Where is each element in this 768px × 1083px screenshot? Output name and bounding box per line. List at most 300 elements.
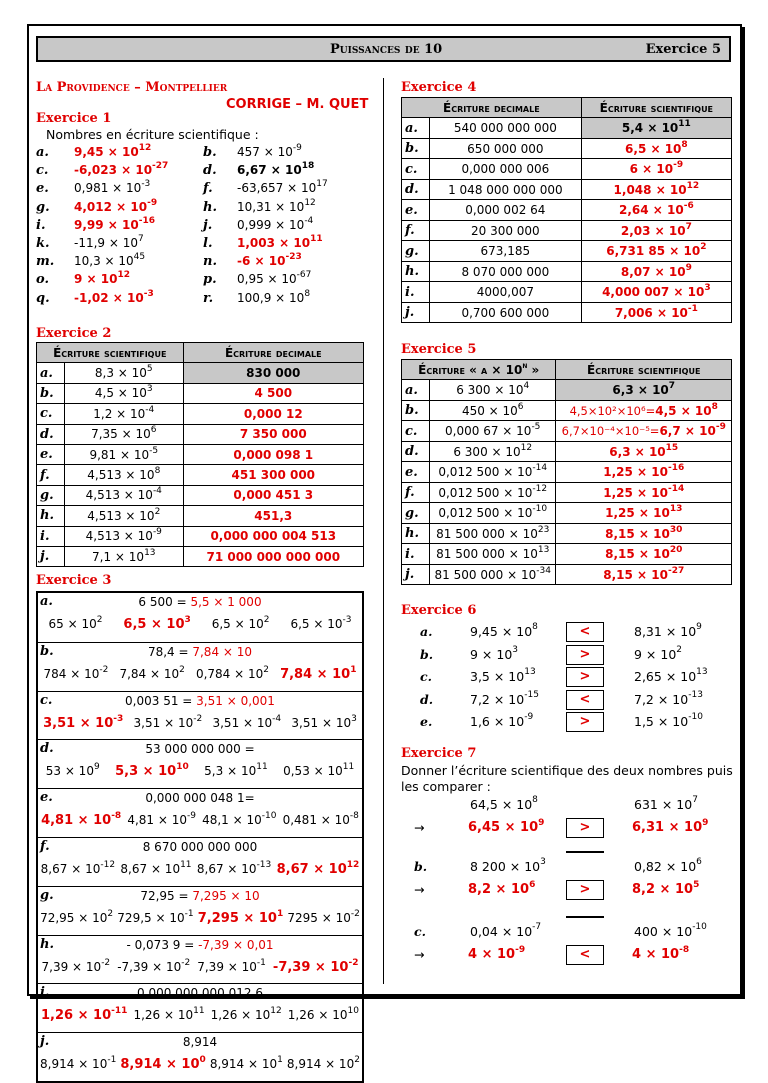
ex3-option-exponent: 1 <box>350 664 357 675</box>
ex4-mantissa: 7,006 <box>614 305 653 320</box>
ex3-option-times: × 10 <box>161 1057 200 1073</box>
ex3-option-mantissa: 8,914 <box>286 1057 322 1072</box>
ex1-item-mantissa: 0,981 <box>74 181 109 196</box>
ex3-block-label: a. <box>40 594 53 609</box>
ex3-block <box>38 886 362 935</box>
ex4-exponent: -6 <box>683 201 694 212</box>
ex7-right-result <box>632 882 699 897</box>
ex6-left-exponent: 3 <box>512 644 519 655</box>
ex5-given-exponent: -12 <box>532 483 548 494</box>
ex5-result-times: × 10 <box>676 403 712 418</box>
ex5-given-exponent: -5 <box>531 422 541 433</box>
ex2-decimal: 0,000 000 004 513 <box>183 526 363 546</box>
ex5-given-times: × 10 <box>499 485 533 500</box>
ex3-option <box>41 1008 127 1023</box>
ex5-given-exponent: -10 <box>532 504 548 515</box>
ex7-left-result-times: × 10 <box>500 820 539 835</box>
ex5-given-mantissa: 81 500 000 <box>436 547 505 562</box>
ex2-row-label: j. <box>37 546 65 566</box>
ex5-result-exponent: -16 <box>667 463 685 474</box>
ex3-option-mantissa: 1,26 <box>41 1008 74 1024</box>
ex1-item-label: d. <box>203 163 217 179</box>
ex5-scientific <box>556 564 732 585</box>
ex4-mantissa: 1,048 <box>613 182 652 197</box>
ex3-option-mantissa: 8,914 <box>209 1057 245 1072</box>
ex4-mantissa: 5,4 <box>621 121 644 136</box>
ex5-result-exponent: 8 <box>711 401 718 412</box>
ex2-row-label: i. <box>37 526 65 546</box>
ex4-decimal: 1 048 000 000 000 <box>430 179 582 200</box>
ex3-option <box>46 764 100 779</box>
ex3-option <box>120 1057 205 1072</box>
ex1-item-exponent: 45 <box>133 252 146 263</box>
ex3-option-times: × 10 <box>63 617 97 631</box>
header-exercise: Exercice 5 <box>645 42 721 57</box>
ex1-item-label: k. <box>36 236 50 251</box>
ex3-options <box>38 617 362 632</box>
ex5-scientific <box>556 523 732 544</box>
ex6-left-times: × 10 <box>477 646 513 662</box>
ex5-given <box>430 380 556 401</box>
ex3-question-rewrite: 5,5 × 1 000 <box>190 595 262 609</box>
ex7-right-result <box>632 947 689 962</box>
ex1-item-times: × 10 <box>105 236 139 250</box>
ex4-header-1: Écriture decimale <box>402 98 582 118</box>
ex7-right-result-times: × 10 <box>641 947 680 962</box>
ex3-option-exponent: 12 <box>270 1006 282 1017</box>
ex7-left-mantissa: 8 200 <box>470 859 506 874</box>
ex3-option-exponent: 11 <box>193 1006 205 1017</box>
ex3-option-exponent: 10 <box>176 762 189 773</box>
ex1-item-mantissa: -1,02 <box>74 290 109 305</box>
ex4-scientific <box>581 302 731 323</box>
ex1-item-times: × 10 <box>116 163 153 178</box>
ex1-item-times: × 10 <box>283 181 317 196</box>
ex5-row-label: h. <box>402 523 430 544</box>
ex1-item-times: × 10 <box>271 217 305 232</box>
ex4-decimal: 0,000 000 006 <box>430 159 582 180</box>
ex4-mantissa: 8,07 <box>620 264 651 279</box>
ex7-left-number <box>470 859 546 874</box>
ex5-result-times: × 10 <box>632 485 668 500</box>
ex3-option <box>197 957 266 975</box>
ex1-item-times: × 10 <box>271 290 305 305</box>
ex4-table <box>401 97 732 323</box>
ex3-option <box>212 617 270 632</box>
ex3-option-exponent: -3 <box>342 615 352 625</box>
ex1-item-value <box>74 288 154 305</box>
ex3-option-mantissa: 1,26 <box>210 1008 238 1023</box>
ex3-option-times: × 10 <box>74 910 108 925</box>
ex3-option-exponent: 10 <box>347 1006 359 1017</box>
ex3-option-mantissa: 6,5 <box>123 617 147 632</box>
ex1-item-value <box>74 254 145 268</box>
ex2-row-label: c. <box>37 404 65 424</box>
ex5-result-exponent: 20 <box>669 545 683 556</box>
ex1-item-exponent: 11 <box>310 234 323 244</box>
ex1-item-times: × 10 <box>263 272 297 287</box>
ex7-left-times: × 10 <box>505 859 541 874</box>
ex3-option <box>290 617 351 632</box>
ex7-left-result-times: × 10 <box>477 947 516 962</box>
ex3-option <box>43 664 109 682</box>
ex1-item-exponent: -3 <box>141 179 151 190</box>
ex1-item-value <box>74 181 150 195</box>
ex4-title: Exercice 4 <box>401 80 477 95</box>
ex2-row <box>37 465 364 485</box>
ex3-option-mantissa: 0,784 <box>195 666 231 681</box>
ex3-question-rewrite: 3,51 × 0,001 <box>196 693 275 708</box>
ex3-option <box>283 764 354 779</box>
ex2-mantissa: 4,5 <box>94 386 114 401</box>
ex6-left-number <box>470 644 519 662</box>
ex5-work: 6,7×10⁻⁴×10⁻⁵= <box>561 424 660 439</box>
ex3-option <box>40 859 116 877</box>
ex1-item-label: f. <box>203 181 213 197</box>
ex4-row <box>402 179 732 200</box>
ex4-exponent: -1 <box>687 303 698 314</box>
ex2-row <box>37 485 364 505</box>
ex3-option-mantissa: 8,914 <box>120 1057 162 1073</box>
ex2-decimal: 451,3 <box>183 506 363 526</box>
ex5-row-label: g. <box>402 503 430 524</box>
ex3-question <box>38 840 362 854</box>
ex2-table <box>36 342 364 567</box>
ex2-decimal: 0,000 098 1 <box>183 444 363 464</box>
ex3-option-exponent: 3 <box>184 615 191 625</box>
ex2-row <box>37 506 364 526</box>
ex7-right-result-exponent: 9 <box>702 818 709 828</box>
ex3-option-exponent: -2 <box>193 713 203 724</box>
ex4-scientific <box>581 159 731 180</box>
ex3-option <box>204 764 268 779</box>
ex5-given-exponent: 13 <box>537 545 550 556</box>
ex2-decimal: 0,000 12 <box>183 404 363 424</box>
ex6-answer-box: > <box>566 667 604 687</box>
ex3-block <box>38 642 362 691</box>
ex3-block <box>38 593 362 642</box>
ex3-option-mantissa: 7,84 <box>280 666 313 682</box>
ex3-option-exponent: 2 <box>96 615 103 625</box>
ex6-answer-box: > <box>566 712 604 732</box>
ex3-question-text: 8 670 000 000 000 <box>142 839 258 854</box>
ex2-mantissa: 4,513 <box>87 468 122 483</box>
ex4-scientific <box>581 261 731 282</box>
ex2-row <box>37 363 364 383</box>
ex3-block-label: g. <box>40 887 54 903</box>
ex7-right-times: × 10 <box>657 797 693 812</box>
ex3-option <box>41 813 121 828</box>
ex7-separator <box>566 851 604 853</box>
ex2-scientific <box>65 424 184 444</box>
ex5-scientific <box>556 441 732 462</box>
ex3-option-mantissa: 3,51 <box>133 715 161 730</box>
ex5-row-label: c. <box>402 421 430 442</box>
ex1-item-label: n. <box>203 254 217 270</box>
ex3-question-text: 72,95 = <box>140 888 193 903</box>
ex3-question <box>38 791 362 805</box>
ex2-scientific <box>65 444 184 464</box>
ex2-title: Exercice 2 <box>36 326 112 341</box>
ex3-option <box>197 908 284 926</box>
ex3-option-mantissa: 1,26 <box>133 1008 161 1023</box>
ex1-item-exponent: 17 <box>316 179 328 190</box>
ex5-given-times: × 10 <box>499 506 533 521</box>
ex4-times: × 10 <box>665 244 701 259</box>
ex3-question <box>38 889 362 903</box>
ex3-option-exponent: 2 <box>263 615 270 625</box>
ex3-block-label: d. <box>40 741 54 757</box>
ex3-option <box>120 859 192 877</box>
ex3-option-exponent: 2 <box>263 664 269 675</box>
ex7-answer-box: < <box>566 945 604 965</box>
ex5-row <box>402 564 732 585</box>
ex5-given-exponent: 12 <box>520 442 533 453</box>
ex3-option-times: × 10 <box>138 764 177 780</box>
ex7-row-label: c. <box>414 924 426 939</box>
ex1-item-mantissa: 9 <box>74 272 83 287</box>
ex6-answer-box: > <box>566 645 604 665</box>
ex2-exponent: 13 <box>144 547 156 558</box>
ex7-right-mantissa: 631 <box>634 797 658 812</box>
ex6-right-mantissa: 7,2 <box>634 691 654 707</box>
ex1-item-times: × 10 <box>259 145 293 159</box>
ex3-block <box>38 691 362 740</box>
ex5-result-mantissa: 6,3 <box>609 444 631 459</box>
ex3-option-exponent: 1 <box>277 1055 283 1066</box>
ex3-block <box>38 1032 362 1081</box>
ex4-row <box>402 302 732 323</box>
ex3-option-times: × 10 <box>230 666 264 681</box>
ex3-option <box>115 764 189 779</box>
ex6-left-mantissa: 7,2 <box>470 691 490 707</box>
ex5-row <box>402 482 732 503</box>
ex3-option <box>280 664 357 682</box>
ex4-row-label: a. <box>402 118 430 139</box>
ex7-left-number <box>470 924 541 939</box>
ex3-option-exponent: 3 <box>351 713 357 724</box>
ex5-header-2: Écriture scientifique <box>556 360 732 380</box>
ex1-item-times: × 10 <box>103 217 139 232</box>
ex6-left-exponent: 13 <box>524 667 536 677</box>
ex1-item-exponent: 12 <box>117 270 130 281</box>
ex3-option-times: × 10 <box>147 861 181 876</box>
ex7-right-result-times: × 10 <box>655 882 694 897</box>
ex2-times: × 10 <box>112 406 146 421</box>
ex5-row <box>402 503 732 524</box>
ex3-option <box>196 859 272 877</box>
ex1-item-label: p. <box>203 272 217 288</box>
ex4-row <box>402 241 732 262</box>
ex2-times: × 10 <box>119 488 153 503</box>
ex3-option-exponent: 11 <box>256 762 268 773</box>
ex3-option <box>212 713 282 731</box>
ex3-option-mantissa: 8,67 <box>196 861 224 876</box>
ex1-item-value <box>237 181 328 195</box>
ex7-row-label: b. <box>414 859 428 874</box>
ex5-given <box>430 462 556 483</box>
ex4-row <box>402 220 732 241</box>
ex5-result-times: × 10 <box>633 383 669 398</box>
ex4-row-label: j. <box>402 302 430 323</box>
ex2-row-label: h. <box>37 506 65 526</box>
ex4-row-label: e. <box>402 200 430 221</box>
ex1-item-label: r. <box>203 290 214 306</box>
ex5-given <box>430 441 556 462</box>
ex7-arrow: → <box>414 947 425 962</box>
ex5-given-mantissa: 0,012 500 <box>438 506 500 521</box>
ex5-h1a: Écriture « a × 10 <box>418 362 523 377</box>
ex3-option-mantissa: 7295 <box>287 910 318 925</box>
ex3-question-rewrite: 7,295 × 10 <box>192 888 260 903</box>
ex5-result-times: × 10 <box>632 465 668 480</box>
ex6-right-number <box>634 669 708 684</box>
ex4-decimal: 4000,007 <box>430 282 582 303</box>
ex2-times: × 10 <box>121 508 155 523</box>
ex3-option-exponent: -2 <box>101 957 111 968</box>
ex3-option-times: × 10 <box>310 959 349 975</box>
ex3-option-times: × 10 <box>244 1057 278 1072</box>
ex1-item-exponent: 7 <box>138 234 144 244</box>
ex1-item-times: × 10 <box>108 290 144 305</box>
ex3-option <box>211 1008 282 1023</box>
ex4-times: × 10 <box>637 162 674 177</box>
ex3-block <box>38 935 362 984</box>
ex4-row-label: f. <box>402 220 430 241</box>
header-title: Puissances de 10 <box>330 42 443 57</box>
ex7-intro-2: les comparer : <box>401 779 491 794</box>
ex3-option-exponent: -8 <box>349 811 359 822</box>
ex1-item-label: m. <box>36 254 55 270</box>
ex1-item-times: × 10 <box>111 199 148 214</box>
ex5-row <box>402 380 732 401</box>
ex3-block-label: e. <box>40 790 53 806</box>
ex1-item-times: × 10 <box>250 254 286 269</box>
ex3-question-text: - 0,073 9 = <box>126 937 199 952</box>
ex6-left-exponent: -15 <box>524 689 539 700</box>
ex2-header-2: Écriture decimale <box>183 343 363 363</box>
ex3-option <box>43 713 124 731</box>
ex3-option-times: × 10 <box>67 861 101 876</box>
ex6-left-number <box>470 714 533 729</box>
ex6-right-times: × 10 <box>653 691 689 707</box>
ex5-result-times: × 10 <box>634 547 670 562</box>
ex6-right-times: × 10 <box>661 624 697 639</box>
ex7-left-result-mantissa: 8,2 <box>468 882 492 897</box>
ex5-row-label: d. <box>402 441 430 462</box>
ex7-left-result-times: × 10 <box>491 882 530 897</box>
ex3-block <box>38 788 362 837</box>
ex2-mantissa: 4,513 <box>87 508 122 523</box>
ex2-scientific <box>65 506 184 526</box>
ex1-item-exponent: -67 <box>296 270 312 281</box>
ex3-option-mantissa: 784 <box>43 666 67 681</box>
ex1-item-times: × 10 <box>82 272 118 287</box>
ex6-answer-box: < <box>566 622 604 642</box>
ex5-given-exponent: -34 <box>536 565 551 576</box>
ex3-options <box>38 764 362 779</box>
ex7-intro-1: Donner l’écriture scientifique des deux nombres puis <box>401 763 733 778</box>
ex1-item-mantissa: 4,012 <box>74 199 112 214</box>
ex6-right-mantissa: 8,31 <box>634 624 662 639</box>
ex3-option-times: × 10 <box>230 617 264 631</box>
ex7-left-exponent: -7 <box>532 922 542 932</box>
ex3-option <box>127 813 196 828</box>
ex5-given <box>430 400 556 421</box>
ex6-right-mantissa: 2,65 <box>634 669 662 684</box>
ex3-option <box>291 713 357 731</box>
ex2-times: × 10 <box>117 427 151 442</box>
ex3-question <box>38 645 362 659</box>
ex2-times: × 10 <box>119 529 153 544</box>
ex7-right-result-exponent: 5 <box>693 880 700 890</box>
ex5-table <box>401 359 732 585</box>
ex7-right-mantissa: 0,82 <box>634 859 662 874</box>
ex1-item-exponent: 8 <box>304 288 311 299</box>
ex1-item-label: q. <box>36 290 50 306</box>
ex7-title: Exercice 7 <box>401 746 477 761</box>
ex3-option-mantissa: 72,95 <box>40 910 75 925</box>
ex4-times: × 10 <box>650 264 686 279</box>
ex2-mantissa: 4,513 <box>85 529 120 544</box>
ex1-item-label: l. <box>203 236 213 251</box>
ex5-work: 4,5×10²×10⁶= <box>569 403 656 418</box>
ex1-item-value <box>74 145 151 159</box>
ex2-row-label: d. <box>37 424 65 444</box>
ex6-right-number <box>634 644 683 662</box>
ex1-item-exponent: 18 <box>301 161 315 172</box>
ex1-item-mantissa: 10,3 <box>74 254 101 269</box>
ex5-given-times: × 10 <box>503 567 537 582</box>
ex3-question <box>38 938 362 952</box>
ex5-result-exponent: 15 <box>665 442 679 453</box>
ex3-option-times: × 10 <box>314 1008 348 1023</box>
ex1-item-exponent: -4 <box>304 215 314 226</box>
ex3-option <box>40 1057 116 1072</box>
ex2-mantissa: 9,81 <box>89 447 117 462</box>
ex3-option-times: × 10 <box>75 715 114 731</box>
ex5-given <box>430 544 556 565</box>
ex4-exponent: 7 <box>685 221 692 232</box>
ex3-option-exponent: -2 <box>99 664 109 675</box>
ex2-exponent: -5 <box>149 445 159 456</box>
ex5-given-exponent: 6 <box>517 401 524 412</box>
ex1-intro: Nombres en écriture scientifique : <box>46 127 259 142</box>
ex5-title: Exercice 5 <box>401 342 477 357</box>
ex6-answer-box: < <box>566 690 604 710</box>
ex6-right-times: × 10 <box>641 646 677 662</box>
ex4-times: × 10 <box>648 203 684 218</box>
ex6-right-number <box>634 624 702 639</box>
ex4-row-label: d. <box>402 179 430 200</box>
ex3-question <box>38 595 362 609</box>
ex4-exponent: 11 <box>678 119 691 130</box>
ex3-option-exponent: -8 <box>111 811 122 822</box>
ex4-exponent: 9 <box>685 262 692 273</box>
ex3-question <box>38 986 362 1000</box>
ex3-option-mantissa: 5,3 <box>115 764 139 780</box>
ex3-block-label: b. <box>40 643 54 659</box>
ex1-item-times: × 10 <box>274 236 311 250</box>
ex3-options <box>38 664 362 682</box>
ex2-decimal: 830 000 <box>183 363 363 383</box>
ex5-result-exponent: -9 <box>715 422 726 433</box>
ex6-left-number <box>470 624 538 639</box>
ex3-block <box>38 739 362 788</box>
ex5-row <box>402 523 732 544</box>
ex5-row-label: j. <box>402 564 430 585</box>
ex5-result-mantissa: 1,25 <box>605 506 635 521</box>
